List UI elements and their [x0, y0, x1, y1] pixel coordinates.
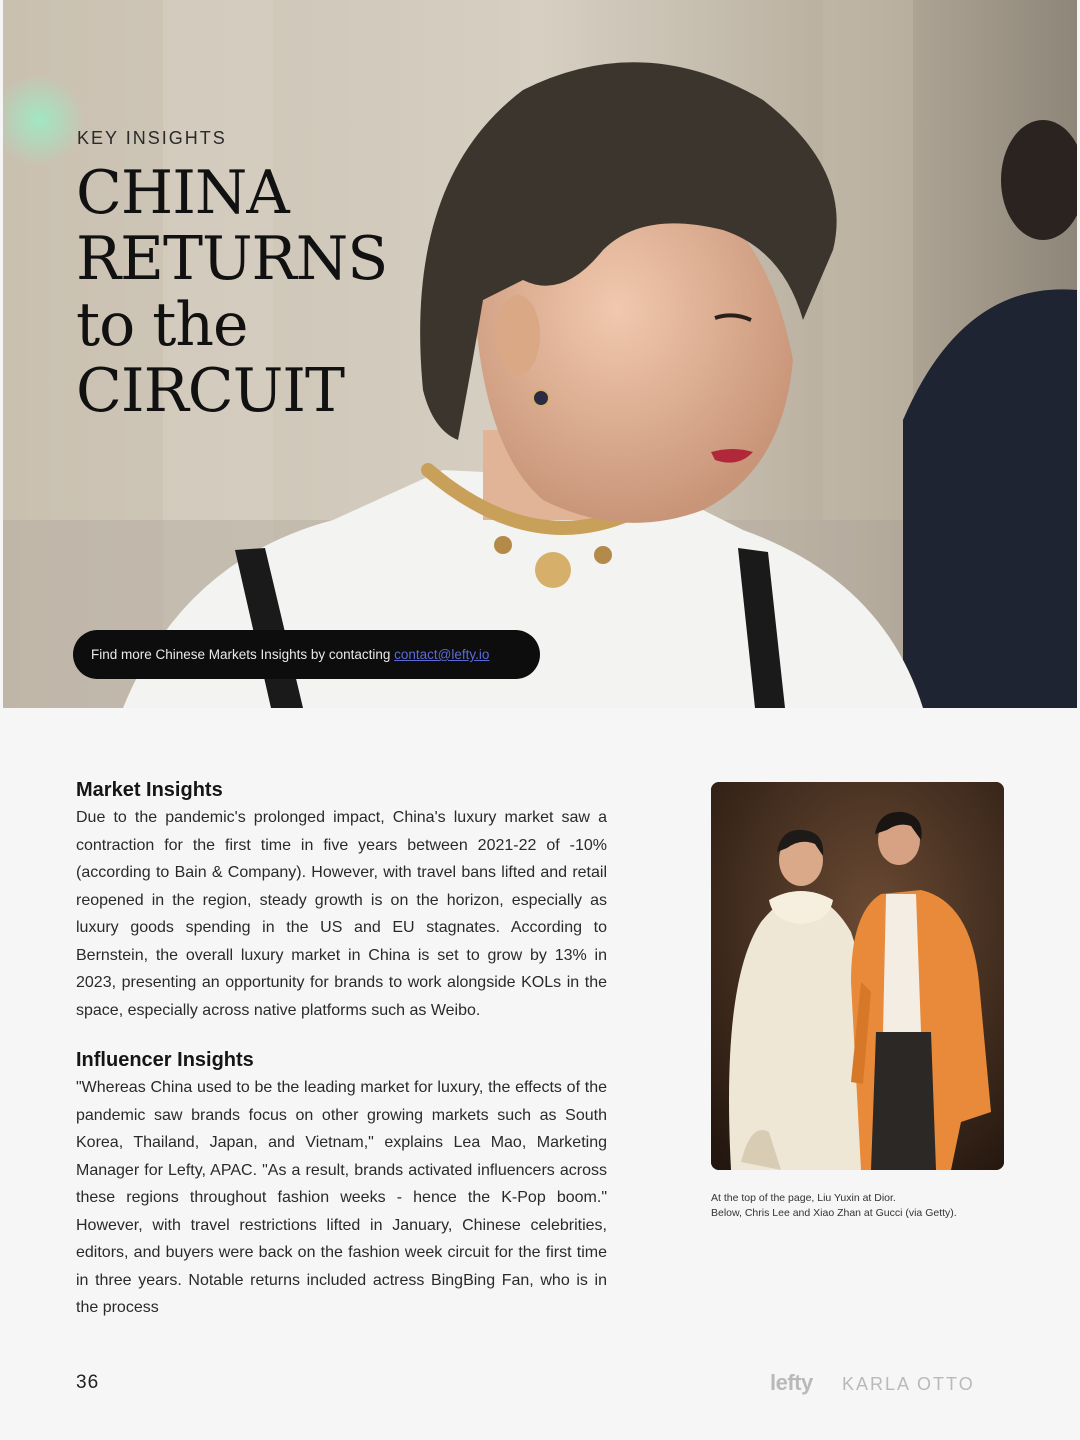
contact-text: Find more Chinese Markets Insights by contacting — [91, 647, 395, 662]
hero-title — [76, 160, 387, 424]
section-heading-influencer-insights: Influencer Insights — [76, 1049, 254, 1071]
footer-logos — [770, 1370, 1010, 1398]
contact-email-link[interactable]: contact@lefty.io — [394, 647, 490, 662]
contact-banner — [73, 630, 540, 679]
section-body-influencer-insights: "Whereas China used to be the leading market for luxury, the effects of the pandemic saw brands focus on other growing markets such as South Korea, Thailand, Japan, and Vietnam," explains Lea Mao, Marketing Manager for Lefty, APAC. "As a result, brands activated influencers across these regions throughout fashion weeks - hence the K-Pop boom." However, with travel restrictions lifted in January, Chinese celebrities, editors, and buyers were back on the fashion week circuit for the first time in three years. Notable returns included actress BingBing Fan, who is in the process — [76, 1079, 607, 1316]
celebrity-photo — [711, 782, 1004, 1170]
page-number: 36 — [76, 1372, 100, 1393]
lefty-logo: lefty — [770, 1370, 813, 1395]
hero-title-line: to the — [76, 290, 248, 360]
article-body — [76, 776, 607, 1322]
photo-caption — [711, 1191, 1031, 1221]
section-heading-market-insights: Market Insights — [76, 779, 223, 801]
hero-title-line: RETURNS — [76, 224, 388, 294]
hero-title-line: CIRCUIT — [76, 356, 344, 426]
hero-title-line: CHINA — [76, 158, 289, 228]
caption-line: At the top of the page, Liu Yuxin at Dior. — [711, 1192, 896, 1204]
caption-line: Below, Chris Lee and Xiao Zhan at Gucci (via Getty). — [711, 1207, 957, 1219]
hero-kicker: KEY INSIGHTS — [77, 128, 227, 148]
celebrity-photo-image — [711, 782, 1004, 1170]
section-body-market-insights: Due to the pandemic's prolonged impact, China's luxury market saw a contraction for the first time in five years between 2021-22 of -10% (according to Bain & Company). However, with travel bans lifted and retail reopened in the region, steady growth is on the horizon, especially as luxury goods spending in the US and EU stagnates. According to Bernstein, the overall luxury market in China is set to grow by 13% in 2023, presenting an opportunity for brands to work alongside KOLs in the space, especially across native platforms such as Weibo. — [76, 809, 607, 1019]
karla-otto-logo: KARLA OTTO — [842, 1374, 975, 1394]
hero-section — [3, 0, 1077, 708]
